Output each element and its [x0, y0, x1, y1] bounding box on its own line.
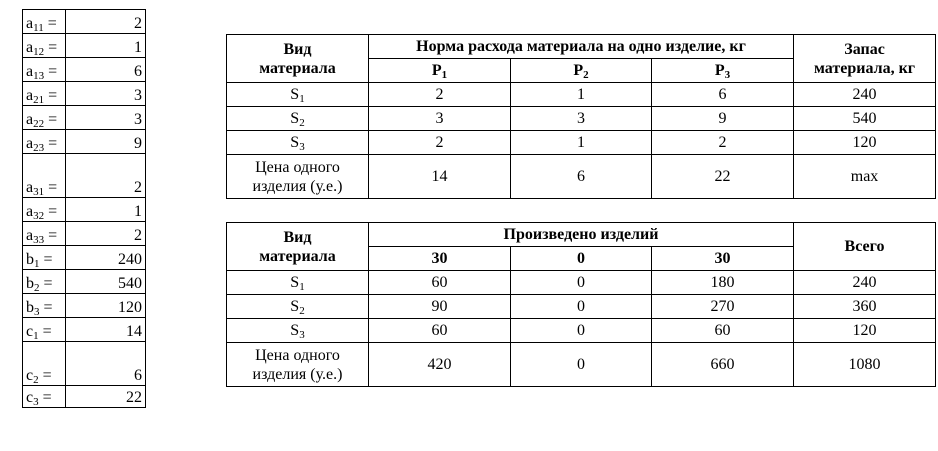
- equals-sign: =: [39, 275, 53, 292]
- material-name: [227, 319, 369, 343]
- value-cell: 270: [652, 295, 794, 319]
- equals-sign: =: [39, 251, 53, 268]
- header-material-stock: Запас материала, кг: [794, 35, 936, 83]
- equals-sign: =: [44, 203, 58, 220]
- material-row: [227, 83, 936, 107]
- parameter-value: 2: [66, 154, 146, 198]
- parameter-row: [23, 246, 146, 270]
- label-base: c: [26, 367, 34, 384]
- material-name: [227, 295, 369, 319]
- equals-sign: =: [44, 39, 58, 56]
- label-base: S: [290, 298, 300, 315]
- label-base: a: [26, 39, 34, 56]
- value-cell: 2: [652, 131, 794, 155]
- parameter-row: [23, 82, 146, 106]
- parameter-label: [23, 10, 66, 34]
- value-cell: 60: [369, 271, 511, 295]
- label-subscript: 1: [299, 281, 305, 293]
- parameter-value: 3: [66, 82, 146, 106]
- label-subscript: 1: [34, 258, 40, 270]
- label-base: a: [26, 135, 34, 152]
- price-cell: 14: [369, 155, 511, 199]
- price-cell: 22: [652, 155, 794, 199]
- value-cell: 180: [652, 271, 794, 295]
- parameter-value: 3: [66, 106, 146, 130]
- parameter-label: [23, 270, 66, 294]
- product-header: [369, 59, 511, 83]
- label-subscript: 33: [33, 234, 45, 246]
- equals-sign: =: [44, 111, 58, 128]
- label-base: a: [26, 63, 34, 80]
- header-consumption-norm: Норма расхода материала на одно изделие, кг: [369, 35, 794, 59]
- price-row: [227, 155, 936, 199]
- label-subscript: 2: [299, 117, 305, 129]
- label-subscript: 2: [583, 69, 589, 81]
- label-subscript: 21: [33, 94, 45, 106]
- label-base: P: [573, 62, 584, 79]
- parameter-value: 540: [66, 270, 146, 294]
- label-subscript: 1: [441, 69, 448, 81]
- value-cell: 90: [369, 295, 511, 319]
- parameter-value: 1: [66, 198, 146, 222]
- label-subscript: 22: [33, 118, 45, 130]
- label-subscript: 3: [299, 141, 305, 153]
- label-subscript: 32: [33, 210, 45, 222]
- equals-sign: =: [44, 135, 58, 152]
- row-total-cell: 120: [794, 131, 936, 155]
- header-produced-items: Произведено изделий: [369, 223, 794, 247]
- equals-sign: =: [44, 179, 58, 196]
- material-name: [227, 271, 369, 295]
- equals-sign: =: [39, 299, 53, 316]
- label-base: a: [26, 203, 34, 220]
- value-cell: 6: [652, 83, 794, 107]
- product-header: [652, 59, 794, 83]
- parameter-row: [23, 154, 146, 198]
- parameter-row: [23, 58, 146, 82]
- label-subscript: 1: [299, 93, 305, 105]
- material-name: [227, 107, 369, 131]
- label-base: S: [290, 86, 300, 103]
- parameter-value: 6: [66, 342, 146, 386]
- revenue-row: [227, 343, 936, 387]
- parameter-label: [23, 130, 66, 154]
- value-cell: 3: [369, 107, 511, 131]
- label-subscript: 2: [33, 374, 39, 386]
- objective-cell: max: [794, 155, 936, 199]
- value-cell: 9: [652, 107, 794, 131]
- parameter-row: [23, 294, 146, 318]
- value-cell: 60: [652, 319, 794, 343]
- parameter-label: [23, 106, 66, 130]
- parameter-value: 2: [66, 10, 146, 34]
- label-base: S: [290, 134, 300, 151]
- parameter-label: [23, 82, 66, 106]
- label-base: S: [290, 110, 300, 127]
- parameter-row: [23, 222, 146, 246]
- parameter-row: [23, 270, 146, 294]
- header-material-type: Вид материала: [227, 35, 369, 83]
- production-table: [226, 222, 936, 387]
- material-row: [227, 319, 936, 343]
- parameter-row: [23, 34, 146, 58]
- header-material-type: Вид материала: [227, 223, 369, 271]
- parameter-row: [23, 130, 146, 154]
- parameter-label: [23, 318, 66, 342]
- label-base: S: [290, 322, 300, 339]
- label-base: a: [26, 87, 34, 104]
- label-subscript: 23: [33, 142, 45, 154]
- equals-sign: =: [43, 15, 57, 32]
- quantity-cell: 0: [511, 247, 652, 271]
- revenue-cell: 0: [511, 343, 652, 387]
- material-norms-table: [226, 34, 936, 199]
- material-row: [227, 107, 936, 131]
- equals-sign: =: [38, 367, 52, 384]
- value-cell: 2: [369, 131, 511, 155]
- price-label: Цена одного изделия (у.е.): [227, 343, 369, 387]
- equals-sign: =: [44, 87, 58, 104]
- parameter-value: 2: [66, 222, 146, 246]
- parameter-row: [23, 106, 146, 130]
- parameter-row: [23, 198, 146, 222]
- material-row: [227, 131, 936, 155]
- parameter-label: [23, 154, 66, 198]
- label-base: a: [26, 111, 34, 128]
- parameter-label: [23, 386, 66, 408]
- quantity-cell: 30: [369, 247, 511, 271]
- label-base: c: [26, 389, 34, 406]
- label-subscript: 2: [299, 305, 305, 317]
- label-base: b: [26, 299, 34, 316]
- label-base: P: [431, 62, 442, 79]
- equals-sign: =: [38, 389, 52, 406]
- parameter-row: [23, 386, 146, 408]
- revenue-cell: 660: [652, 343, 794, 387]
- value-cell: 2: [369, 83, 511, 107]
- quantity-cell: 30: [652, 247, 794, 271]
- label-base: P: [714, 62, 725, 79]
- equals-sign: =: [38, 323, 52, 340]
- value-cell: 0: [511, 295, 652, 319]
- label-subscript: 1: [33, 330, 39, 342]
- parameter-label: [23, 198, 66, 222]
- row-total-cell: 360: [794, 295, 936, 319]
- parameter-label: [23, 222, 66, 246]
- value-cell: 1: [511, 83, 652, 107]
- parameter-value: 22: [66, 386, 146, 408]
- value-cell: 60: [369, 319, 511, 343]
- material-name: [227, 131, 369, 155]
- material-name: [227, 83, 369, 107]
- parameter-label: [23, 342, 66, 386]
- value-cell: 1: [511, 131, 652, 155]
- label-subscript: 11: [33, 22, 44, 34]
- label-base: c: [26, 323, 34, 340]
- row-total-cell: 240: [794, 83, 936, 107]
- label-subscript: 13: [33, 70, 45, 82]
- equals-sign: =: [44, 227, 58, 244]
- parameter-row: [23, 10, 146, 34]
- equals-sign: =: [44, 63, 58, 80]
- total-revenue-cell: 1080: [794, 343, 936, 387]
- value-cell: 0: [511, 271, 652, 295]
- parameter-label: [23, 34, 66, 58]
- product-header: [511, 59, 652, 83]
- parameter-table: [22, 9, 146, 408]
- label-subscript: 31: [33, 186, 45, 198]
- parameter-value: 14: [66, 318, 146, 342]
- label-base: a: [26, 15, 34, 32]
- parameter-label: [23, 246, 66, 270]
- price-cell: 6: [511, 155, 652, 199]
- value-cell: 0: [511, 319, 652, 343]
- label-base: b: [26, 251, 34, 268]
- label-subscript: 3: [724, 69, 731, 81]
- price-label: Цена одного изделия (у.е.): [227, 155, 369, 199]
- row-total-cell: 120: [794, 319, 936, 343]
- parameter-row: [23, 342, 146, 386]
- label-base: S: [290, 274, 300, 291]
- parameter-value: 6: [66, 58, 146, 82]
- label-subscript: 12: [33, 46, 45, 58]
- row-total-cell: 540: [794, 107, 936, 131]
- material-row: [227, 271, 936, 295]
- parameter-value: 9: [66, 130, 146, 154]
- label-base: b: [26, 275, 34, 292]
- parameter-value: 240: [66, 246, 146, 270]
- parameter-row: [23, 318, 146, 342]
- label-subscript: 3: [299, 329, 305, 341]
- label-subscript: 2: [34, 282, 40, 294]
- header-total: Всего: [794, 223, 936, 271]
- parameter-value: 1: [66, 34, 146, 58]
- row-total-cell: 240: [794, 271, 936, 295]
- label-base: a: [26, 179, 34, 196]
- value-cell: 3: [511, 107, 652, 131]
- revenue-cell: 420: [369, 343, 511, 387]
- label-subscript: 3: [33, 396, 39, 408]
- material-row: [227, 295, 936, 319]
- parameter-label: [23, 58, 66, 82]
- label-base: a: [26, 227, 34, 244]
- parameter-label: [23, 294, 66, 318]
- parameter-value: 120: [66, 294, 146, 318]
- label-subscript: 3: [34, 306, 40, 318]
